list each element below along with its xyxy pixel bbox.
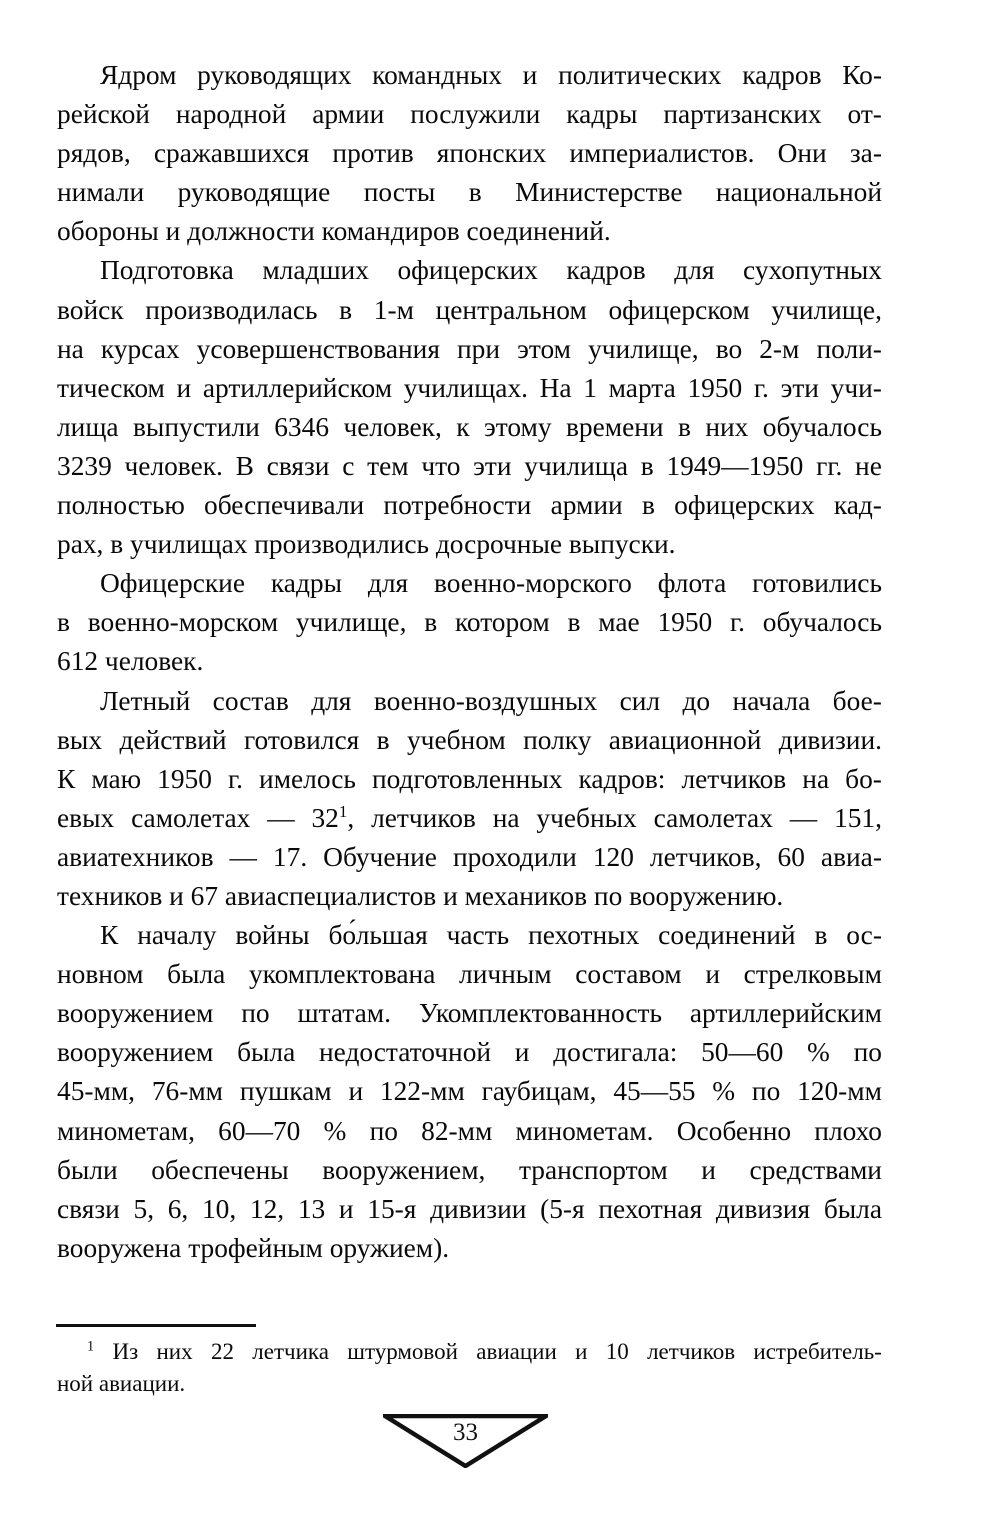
word: с — [342, 450, 355, 481]
word: 122-мм — [379, 1076, 465, 1107]
word: штурмовой — [347, 1339, 458, 1364]
word: тем — [367, 450, 409, 481]
word: состав — [212, 685, 289, 716]
word: империалистов. — [569, 138, 755, 169]
word: не — [855, 450, 882, 481]
word: авиатехников — [57, 841, 214, 872]
word: 60—70 — [218, 1115, 301, 1146]
word: обучалось — [762, 607, 882, 638]
word: транспортом — [518, 1154, 668, 1185]
word: военно-воздушных — [373, 685, 598, 716]
word: партизанских — [663, 99, 822, 130]
word: была — [167, 959, 226, 990]
footnote-marker: 1 — [338, 801, 348, 821]
word: училище, — [771, 294, 882, 325]
word: сухопутных — [743, 255, 882, 286]
word: нимали — [57, 177, 145, 208]
word: начала — [732, 685, 811, 716]
word: 6, — [167, 1193, 189, 1224]
word: стрелковым — [743, 959, 882, 990]
word: самолетах — [653, 802, 773, 833]
word: пушкам — [239, 1076, 332, 1107]
word: курсах — [100, 333, 180, 364]
word: офицерских — [674, 490, 815, 521]
word: войск — [57, 294, 124, 325]
word: 22 — [210, 1339, 234, 1364]
word: национальной — [715, 177, 882, 208]
word: в — [376, 724, 390, 755]
word: часть — [446, 920, 510, 951]
word: 50—60 — [701, 1037, 784, 1068]
word: при — [457, 333, 501, 364]
text-line — [57, 682, 882, 721]
word: на — [802, 763, 830, 794]
text-line — [57, 1190, 882, 1229]
word: вооружением — [57, 998, 214, 1029]
word: усовершенствования — [196, 333, 440, 364]
word: 12, — [249, 1193, 285, 1224]
word: для — [367, 568, 409, 599]
word: действий — [119, 724, 227, 755]
text-line — [57, 56, 882, 95]
word: 151, — [834, 802, 882, 833]
word: обеспечивали — [204, 490, 365, 521]
word: офицерском — [608, 294, 750, 325]
word: 3239 — [57, 450, 112, 481]
word: евых — [57, 802, 115, 833]
word: командных — [372, 60, 502, 90]
word: связи — [266, 450, 330, 481]
word: эти — [473, 450, 512, 481]
word: % — [807, 1037, 830, 1068]
word: и — [701, 1154, 716, 1185]
text-line — [57, 1033, 882, 1072]
text-line: 612 человек. — [57, 646, 204, 677]
word: руководящих — [197, 60, 352, 90]
footnote-line: ной авиации. — [57, 1371, 186, 1396]
text-line — [57, 95, 882, 134]
word: проходили — [452, 841, 577, 872]
word: этому — [483, 411, 552, 442]
word: пехотная — [598, 1193, 703, 1224]
word: — — [229, 841, 257, 872]
word: времени — [565, 411, 664, 442]
word: Ядром — [100, 60, 177, 90]
word: ос- — [846, 920, 882, 951]
text-line — [57, 447, 882, 486]
text-line: техников и 67 авиаспециалистов и механиков по вооружению. — [57, 880, 784, 911]
word: и — [176, 372, 192, 403]
word: 60 — [777, 841, 805, 872]
word: и — [522, 60, 538, 90]
word: рядов, — [57, 138, 131, 169]
word: кадров — [566, 255, 646, 286]
word: военно-морском — [87, 607, 279, 638]
word: бо́льшая — [328, 920, 428, 951]
text-line — [57, 564, 882, 603]
word: 1950 — [687, 372, 743, 403]
word: К — [100, 920, 119, 951]
word: послужили — [410, 99, 541, 130]
word: в — [468, 177, 482, 208]
word: кадров: — [578, 763, 666, 794]
word: младших — [262, 255, 369, 286]
word: для — [674, 255, 715, 286]
word: и — [348, 1076, 364, 1107]
word: полку — [523, 724, 592, 755]
word: по — [853, 1037, 882, 1068]
word: училище, — [588, 333, 699, 364]
word: 1950 — [157, 763, 212, 794]
word: 45—55 — [613, 1076, 696, 1107]
text-line — [57, 603, 882, 642]
word: средствами — [749, 1154, 882, 1185]
body-text-block — [57, 56, 882, 1268]
word: готовились — [752, 568, 882, 599]
word: выпустили — [133, 411, 260, 442]
word: армии — [550, 490, 623, 521]
word: Укомплектованность — [418, 998, 663, 1029]
text-line — [57, 251, 882, 290]
word: училище, — [295, 607, 407, 638]
word: личным — [459, 959, 552, 990]
word — [87, 1336, 94, 1368]
word: учи- — [830, 372, 882, 403]
word: котором — [454, 607, 550, 638]
word: и — [514, 1037, 530, 1068]
word: минометам. — [515, 1115, 654, 1146]
word: началу — [137, 920, 217, 951]
word: кад- — [833, 490, 882, 521]
word: офицерских — [397, 255, 538, 286]
word: центральном — [435, 294, 587, 325]
text-line — [57, 838, 882, 877]
text-line: вооружена трофейным оружием). — [57, 1232, 450, 1263]
word: рейской — [57, 99, 150, 130]
word: в — [57, 607, 70, 638]
word: военно-морского — [434, 568, 632, 599]
word: что — [421, 450, 461, 481]
para-3 — [57, 564, 882, 681]
word: обучалось — [762, 411, 882, 442]
word: по — [241, 998, 270, 1029]
word: человек, — [343, 411, 442, 442]
footnote-line — [57, 1336, 882, 1368]
word: гаубицам, — [481, 1076, 597, 1107]
word: войны — [235, 920, 310, 951]
text-line — [57, 330, 882, 369]
text-line — [57, 1072, 882, 1111]
word: летчиков, — [649, 841, 762, 872]
word: связи — [57, 1193, 120, 1224]
word: 1949—1950 — [666, 450, 804, 481]
word: Подготовка — [100, 255, 234, 286]
word: Они — [777, 138, 827, 169]
word: 10 — [605, 1339, 629, 1364]
word: Из — [112, 1339, 139, 1364]
word: мае — [598, 607, 640, 638]
word: человек. — [124, 450, 223, 481]
para-5 — [57, 916, 882, 1268]
word: летчика — [252, 1339, 329, 1364]
word: составом — [575, 959, 682, 990]
text-line — [57, 955, 882, 994]
word: кадры — [270, 568, 342, 599]
word: руководящие — [177, 177, 331, 208]
word: вых — [57, 724, 103, 755]
word: училища — [524, 450, 628, 481]
text-line — [57, 134, 882, 173]
word: вооружением — [57, 1037, 214, 1068]
word: полностью — [57, 490, 185, 521]
word: по — [369, 1115, 398, 1146]
text-line — [57, 994, 882, 1033]
word: 5, — [133, 1193, 155, 1224]
footnote-block — [57, 1336, 882, 1400]
word: г. — [753, 372, 769, 403]
text-line — [57, 760, 882, 799]
word: и — [705, 959, 720, 990]
word: и — [575, 1339, 588, 1364]
word: лища — [57, 411, 119, 442]
word: 1-м — [373, 294, 414, 325]
word: были — [57, 1154, 118, 1185]
word: вооружением, — [322, 1154, 486, 1185]
word: на — [57, 333, 84, 364]
word: плохо — [814, 1115, 882, 1146]
para-4 — [57, 682, 882, 917]
word: — — [789, 802, 818, 833]
text-line: обороны и должности командиров соединений. — [57, 216, 611, 247]
word: К — [57, 763, 76, 794]
word: обеспечены — [151, 1154, 289, 1185]
word: бо- — [845, 763, 882, 794]
para-1 — [57, 56, 882, 251]
word: 15-я — [367, 1193, 417, 1224]
para-2 — [57, 251, 882, 564]
word: готовился — [244, 724, 360, 755]
word: летчиков — [681, 763, 787, 794]
word: подготовленных — [371, 763, 563, 794]
word: артиллерийским — [689, 998, 882, 1029]
word: марта — [608, 372, 676, 403]
word: тическом — [57, 372, 165, 403]
word: % — [712, 1076, 736, 1107]
word: В — [235, 450, 254, 481]
word: 82-мм — [421, 1115, 493, 1146]
word: 17. — [272, 841, 308, 872]
word: маю — [91, 763, 142, 794]
word: по — [751, 1076, 781, 1107]
word: Летный — [100, 685, 191, 716]
word: 6346 — [274, 411, 330, 442]
word: японских — [436, 138, 547, 169]
word: укомплектована — [248, 959, 436, 990]
word: них — [156, 1339, 193, 1364]
word: этом — [517, 333, 571, 364]
word: сил — [619, 685, 661, 716]
word: на — [492, 802, 520, 833]
word: была — [823, 1193, 882, 1224]
word: политических — [558, 60, 722, 90]
word: минометам, — [57, 1115, 195, 1146]
word: самолетах — [131, 802, 251, 833]
word: в — [640, 450, 654, 481]
word: пехотных — [528, 920, 640, 951]
word: армии — [312, 99, 385, 130]
word: 10, — [201, 1193, 237, 1224]
word: училищах. — [403, 372, 528, 403]
word: 1 — [583, 372, 597, 403]
word: в — [567, 607, 581, 638]
word: во — [715, 333, 743, 364]
word: имелось — [259, 763, 356, 794]
word: до — [682, 685, 711, 716]
word: за- — [849, 138, 882, 169]
word: эти — [780, 372, 819, 403]
text-line — [57, 1151, 882, 1190]
word: сражавшихся — [153, 138, 310, 169]
word: была — [237, 1037, 296, 1068]
word: недостаточной — [318, 1037, 492, 1068]
word: к — [456, 411, 470, 442]
text-line — [57, 408, 882, 447]
word: Министерстве — [515, 177, 683, 208]
text-line — [57, 721, 882, 760]
text-line — [57, 1112, 882, 1151]
word: производилась — [145, 294, 318, 325]
word: 32$^1$, — [311, 801, 355, 833]
word: 120 — [592, 841, 634, 872]
page-number: 33 — [453, 1419, 478, 1446]
word: дивизии — [430, 1193, 527, 1224]
footnote-number: 1 — [87, 1338, 95, 1355]
word: них — [705, 411, 749, 442]
word: % — [323, 1115, 347, 1146]
word: г. — [730, 607, 746, 638]
word: новном — [57, 959, 144, 990]
word: флота — [657, 568, 727, 599]
word: Офицерские — [100, 568, 245, 599]
word: Ко- — [842, 60, 882, 90]
footnote-separator-rule — [56, 1324, 256, 1327]
word: бое- — [832, 685, 882, 716]
word: г. — [227, 763, 243, 794]
word: в — [339, 294, 353, 325]
word: народной — [175, 99, 287, 130]
word: 1950 — [657, 607, 713, 638]
word: авиа- — [820, 841, 882, 872]
word: авиации — [476, 1339, 557, 1364]
text-line — [57, 799, 882, 838]
word: артиллерийском — [202, 372, 393, 403]
word: 120-мм — [797, 1076, 882, 1107]
word: для — [311, 685, 352, 716]
word: против — [332, 138, 414, 169]
word: посты — [363, 177, 436, 208]
word: учебном — [406, 724, 506, 755]
word: 2-м — [759, 333, 800, 364]
word: кадры — [566, 99, 638, 130]
text-line — [57, 369, 882, 408]
word: потребности — [383, 490, 532, 521]
text-line — [57, 486, 882, 525]
word: от- — [847, 99, 882, 130]
text-line — [57, 916, 882, 955]
word: в — [814, 920, 828, 951]
word: — — [267, 802, 295, 833]
word: в — [641, 490, 655, 521]
word: кадров — [742, 60, 822, 90]
word: 45-мм, — [57, 1076, 136, 1107]
word: На — [539, 372, 572, 403]
word: Обучение — [323, 841, 437, 872]
word: и — [338, 1193, 354, 1224]
text-line: рах, в училищах производились досрочные выпуски. — [57, 529, 676, 560]
word: поли- — [816, 333, 882, 364]
word: гг. — [816, 450, 843, 481]
word: в — [678, 411, 691, 442]
word: соединений — [658, 920, 796, 951]
word: летчиков — [647, 1339, 736, 1364]
word: штатам. — [297, 998, 391, 1029]
word: (5-я — [540, 1193, 585, 1224]
word: дивизия — [715, 1193, 811, 1224]
word: в — [424, 607, 438, 638]
word: дивизии. — [778, 724, 882, 755]
word: Особенно — [676, 1115, 792, 1146]
word: истребитель- — [753, 1339, 882, 1364]
word: летчиков — [371, 802, 476, 833]
page-number-ornament — [383, 1414, 548, 1468]
text-line — [57, 291, 882, 330]
word: 13 — [297, 1193, 326, 1224]
text-line — [57, 173, 882, 212]
word: достигала: — [553, 1037, 678, 1068]
word: учебных — [536, 802, 637, 833]
word: авиационной — [608, 724, 762, 755]
word: 76-мм — [151, 1076, 224, 1107]
